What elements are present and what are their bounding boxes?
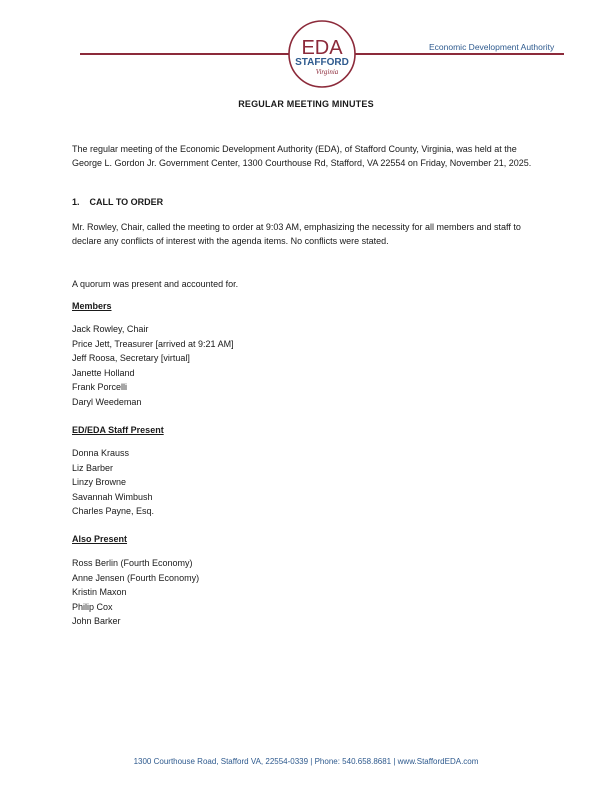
list-item: Janette Holland [72,367,135,378]
list-item: Charles Payne, Esq. [72,506,155,517]
list-item: Savannah Wimbush [72,491,153,502]
quorum-paragraph: A quorum was present and accounted for. [72,279,239,289]
list-item: John Barker [72,616,121,627]
also-present-list [72,556,199,629]
list-item: Liz Barber [72,462,114,473]
staff-list [72,446,154,519]
staff-heading: ED/EDA Staff Present [72,425,164,435]
members-heading: Members [72,301,112,311]
members-list [72,322,234,410]
footer-contact: 1300 Courthouse Road, Stafford VA, 22554-0339 | Phone: 540.658.8681 | www.StaffordEDA.com [133,757,479,766]
list-item: Frank Porcelli [72,382,128,393]
list-item: Jeff Roosa, Secretary [virtual] [72,353,190,364]
section-heading-text: 1. CALL TO ORDER [72,197,164,207]
logo-main-text: EDA [301,37,343,59]
intro-paragraph: The regular meeting of the Economic Development Authority (EDA), of Stafford County, Virginia, was held at the George L. Gordon Jr. Government Center, 1300 Courthouse Rd, Stafford, VA 22554 on Friday, November 21, 2025. [72,144,532,168]
list-item: Anne Jensen (Fourth Economy) [72,572,200,583]
eda-logo [287,19,357,89]
org-name: Economic Development Authority [429,42,555,52]
list-item: Daryl Weedeman [72,396,142,407]
logo-sub-text: STAFFORD [295,57,349,68]
list-item: Linzy Browne [72,477,127,488]
list-item: Price Jett, Treasurer [arrived at 9:21 AM] [72,338,234,349]
also-present-heading: Also Present [72,534,128,544]
logo-script-text: Virginia [315,68,339,76]
page-title: REGULAR MEETING MINUTES [238,99,374,109]
call-to-order-paragraph: Mr. Rowley, Chair, called the meeting to order at 9:03 AM, emphasizing the necessity for all members and staff to declare any conflicts of interest with the agenda items. No conflicts were stated. [72,222,521,246]
list-item: Kristin Maxon [72,587,127,598]
list-item: Donna Krauss [72,448,130,458]
list-item: Philip Cox [72,601,113,612]
list-item: Jack Rowley, Chair [72,324,149,334]
section-heading-call-to-order [72,197,163,207]
list-item: Ross Berlin (Fourth Economy) [72,558,193,568]
